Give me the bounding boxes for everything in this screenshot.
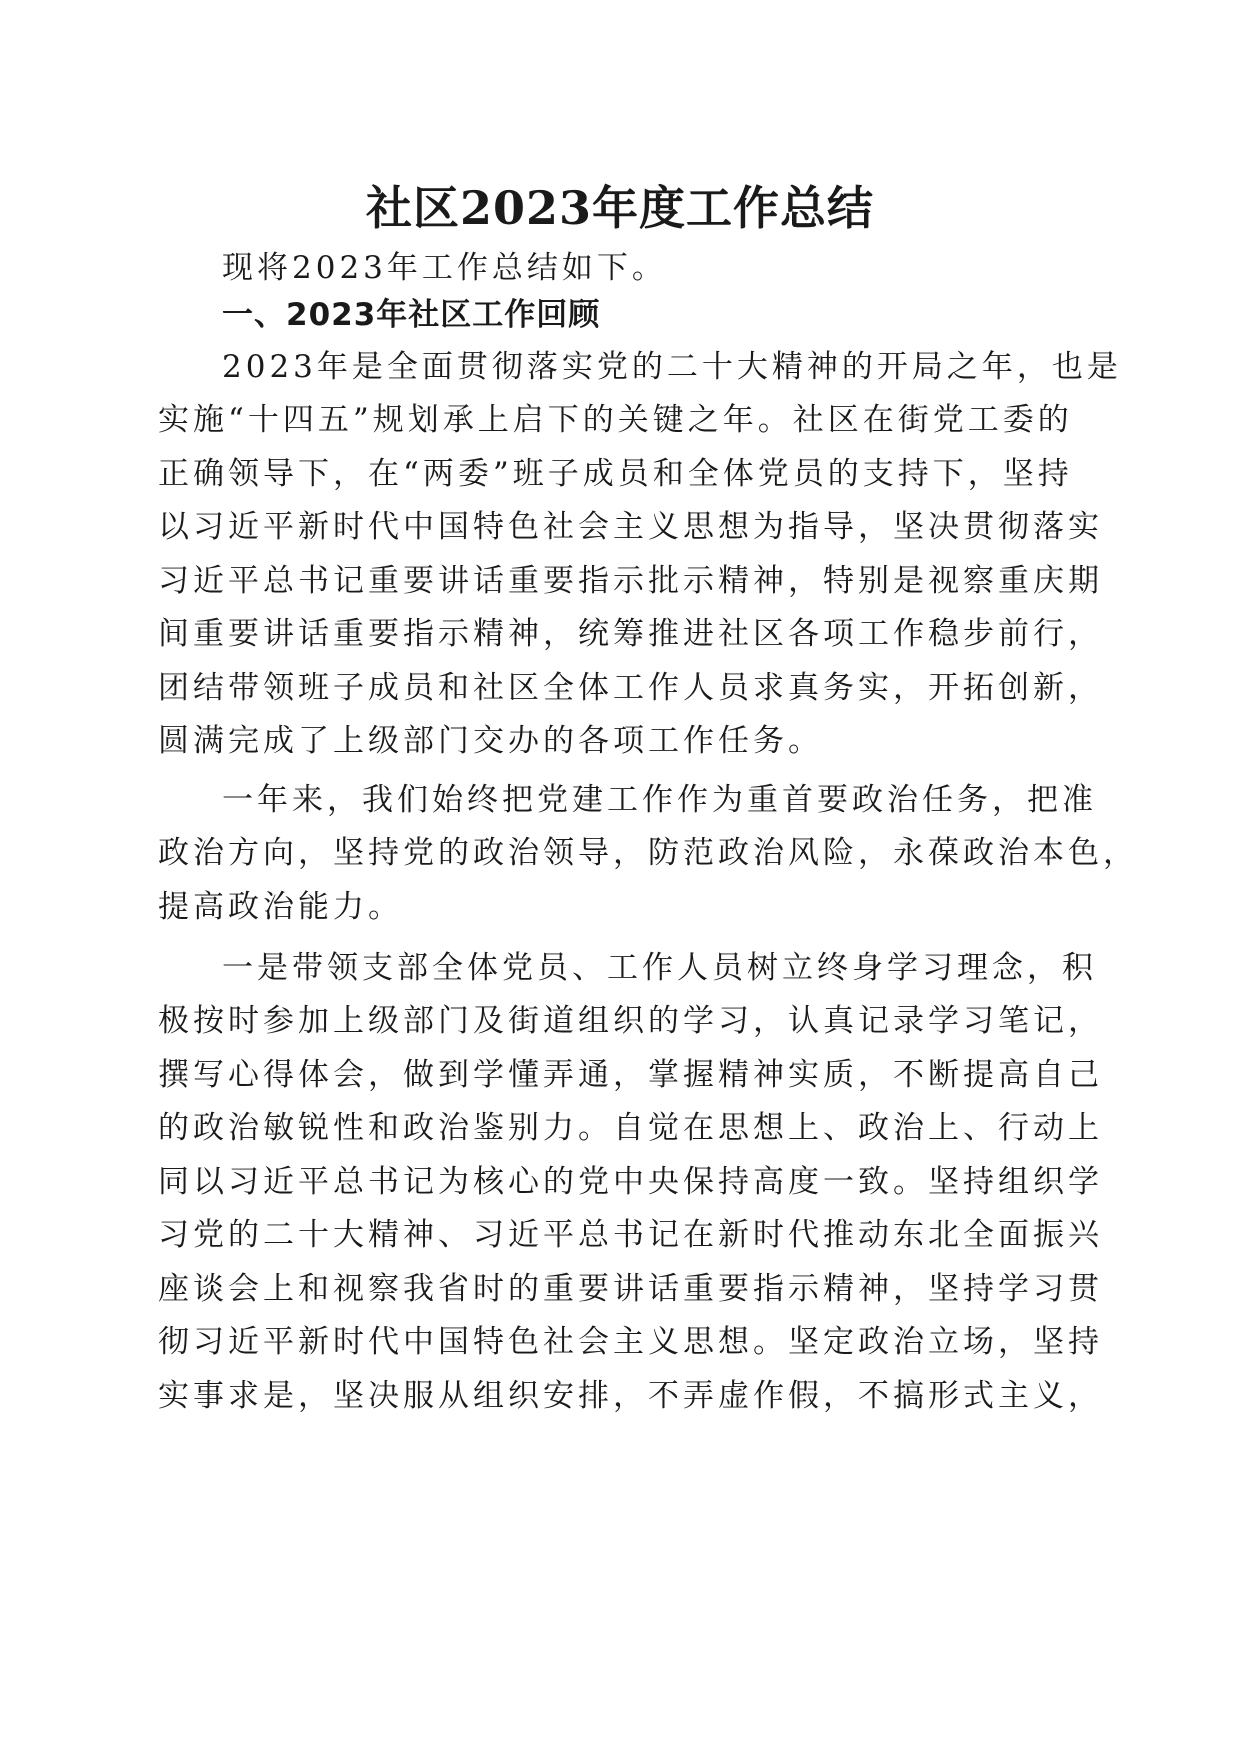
- paragraph-2-line: 一年来，我们始终把党建工作作为重首要政治任务，把准: [222, 782, 1097, 818]
- paragraph-3-line: 实事求是，坚决服从组织安排，不弄虚作假，不搞形式主义，: [158, 1378, 1103, 1414]
- document-title: 社区2023年度工作总结: [365, 181, 875, 235]
- paragraph-1-line: 正确领导下，在“两委”班子成员和全体党员的支持下，坚持: [158, 456, 1073, 492]
- paragraph-3-line: 撰写心得体会，做到学懂弄通，掌握精神实质，不断提高自己: [158, 1057, 1103, 1093]
- paragraph-3-line: 一是带领支部全体党员、工作人员树立终身学习理念，积: [222, 950, 1097, 986]
- paragraph-1-line: 实施“十四五”规划承上启下的关键之年。社区在街党工委的: [158, 402, 1073, 438]
- paragraph-2-line: 政治方向，坚持党的政治领导，防范政治风险，永葆政治本色，: [158, 835, 1138, 871]
- paragraph-2-line: 提高政治能力。: [158, 889, 403, 925]
- paragraph-3-line: 极按时参加上级部门及街道组织的学习，认真记录学习笔记，: [158, 1003, 1103, 1039]
- paragraph-3-line: 习党的二十大精神、习近平总书记在新时代推动东北全面振兴: [158, 1217, 1103, 1253]
- paragraph-1-line: 圆满完成了上级部门交办的各项工作任务。: [158, 723, 823, 759]
- paragraph-1-line: 间重要讲话重要指示精神，统筹推进社区各项工作稳步前行，: [158, 616, 1103, 652]
- paragraph-1-line: 习近平总书记重要讲话重要指示批示精神，特别是视察重庆期: [158, 563, 1103, 599]
- intro-paragraph: 现将2023年工作总结如下。: [222, 250, 667, 286]
- paragraph-3-line: 同以习近平总书记为核心的党中央保持高度一致。坚持组织学: [158, 1164, 1103, 1200]
- section-heading: 一、2023年社区工作回顾: [222, 297, 601, 333]
- paragraph-3-line: 座谈会上和视察我省时的重要讲话重要指示精神，坚持学习贯: [158, 1271, 1103, 1307]
- paragraph-3-line: 彻习近平新时代中国特色社会主义思想。坚定政治立场，坚持: [158, 1324, 1103, 1360]
- paragraph-1-line: 以习近平新时代中国特色社会主义思想为指导，坚决贯彻落实: [158, 509, 1103, 545]
- paragraph-1-line: 团结带领班子成员和社区全体工作人员求真务实，开拓创新，: [158, 670, 1103, 706]
- paragraph-1-line: 2023年是全面贯彻落实党的二十大精神的开局之年，也是: [222, 349, 1122, 385]
- paragraph-3-line: 的政治敏锐性和政治鉴别力。自觉在思想上、政治上、行动上: [158, 1110, 1103, 1146]
